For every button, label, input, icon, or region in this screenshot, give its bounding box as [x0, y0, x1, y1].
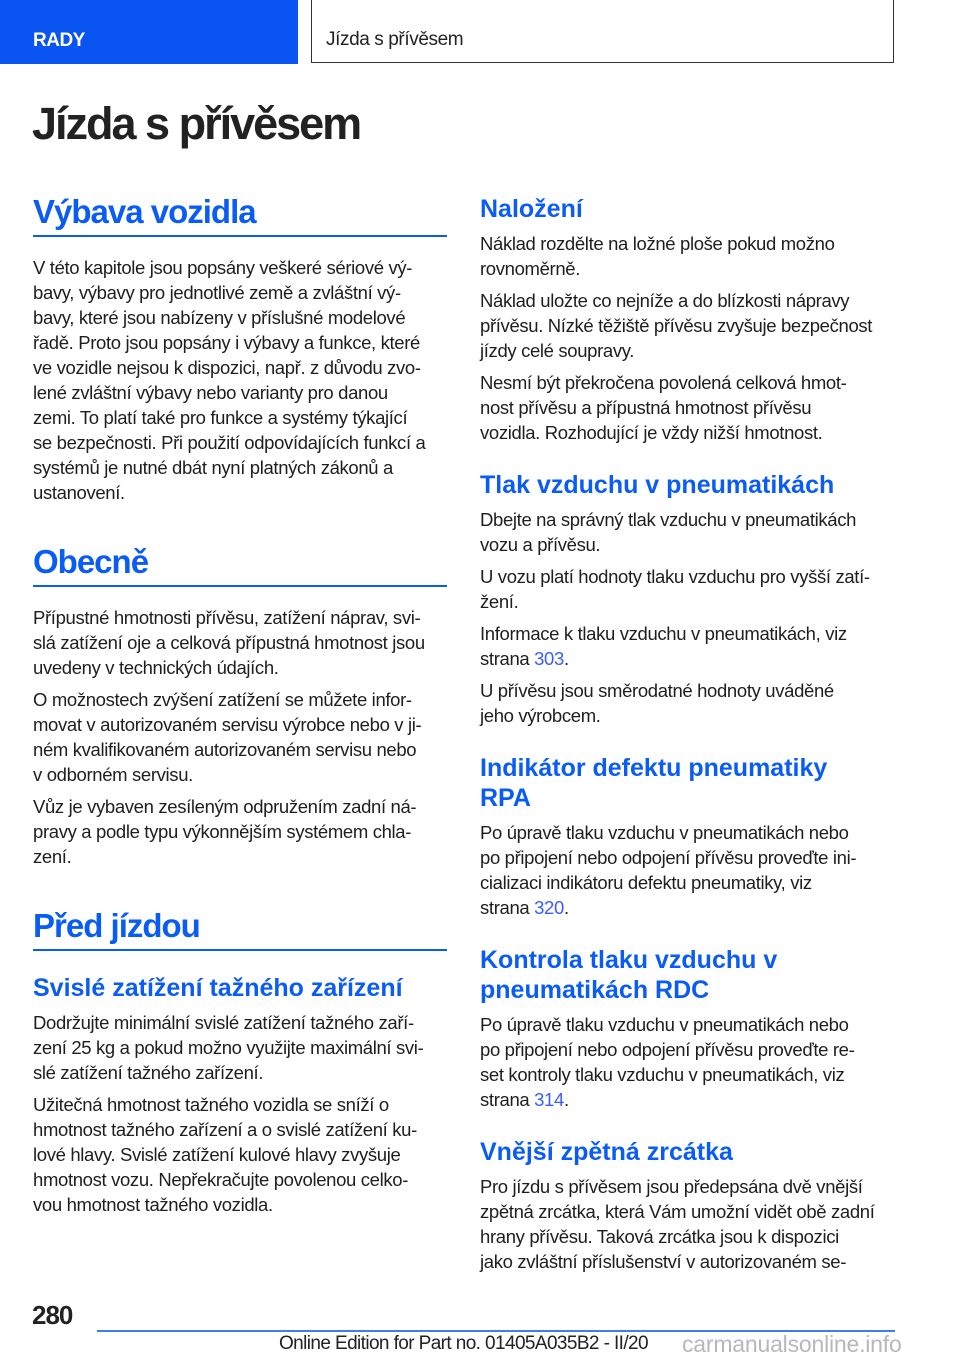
paragraph [33, 1092, 447, 1217]
text-line: slé zatížení tažného zařízení. [33, 1062, 264, 1083]
section-heading: Obecně [33, 542, 447, 587]
section-label: RADY [33, 30, 85, 51]
paragraph [480, 564, 900, 614]
heading-line: RPA [480, 784, 531, 812]
paragraph [33, 255, 447, 505]
text-line: hmotnost vozu. Nepřekračujte povolenou celko- [33, 1169, 409, 1190]
subsection-heading [480, 1137, 900, 1167]
text-line: Náklad rozdělte na ložné ploše pokud možno [480, 233, 835, 254]
text-line: po připojení nebo odpojení přívěsu proveďte ini- [480, 847, 857, 868]
text-line: nost přívěsu a přípustná hmotnost přívěsu [480, 397, 812, 418]
text-line: O možnostech zvýšení zatížení se můžete infor- [33, 689, 412, 710]
text-line: Náklad uložte co nejníže a do blízkosti nápravy [480, 290, 850, 311]
text-line: Dodržujte minimální svislé zatížení tažného zaří- [33, 1012, 414, 1033]
text-line: zení. [33, 846, 72, 867]
page-reference-link[interactable]: 314 [534, 1089, 564, 1110]
subsection-heading [480, 194, 900, 224]
heading-line: Tlak vzduchu v pneumatikách [480, 471, 835, 499]
text-line: po připojení nebo odpojení přívěsu proveďte re- [480, 1039, 855, 1060]
text-line [480, 646, 900, 671]
paragraph [480, 288, 900, 363]
heading-line: Svislé zatížení tažného zařízení [33, 974, 403, 1002]
text-line: ustanovení. [33, 482, 125, 503]
watermark: carmanualsonline.info [682, 1331, 902, 1357]
text-line: hrany přívěsu. Taková zrcátka jsou k dispozici [480, 1226, 839, 1247]
text-line: U přívěsu jsou směrodatné hodnoty uváděné [480, 680, 834, 701]
text-segment: . [563, 897, 569, 918]
text-line: zemi. To platí také pro funkce a systémy týkající [33, 407, 408, 428]
text-line: V této kapitole jsou popsány veškeré sériové vý- [33, 257, 413, 278]
heading-line: Naložení [480, 195, 583, 223]
paragraph [480, 621, 900, 671]
text-line: zpětná zrcátka, která Vám umožní vidět obě zadní [480, 1201, 875, 1222]
page-title: Jízda s přívěsem [32, 98, 361, 149]
subsection-heading [480, 470, 900, 500]
paragraph [33, 605, 447, 680]
text-line: žení. [480, 591, 519, 612]
section-heading: Před jízdou [33, 906, 447, 951]
text-line: vozu a přívěsu. [480, 534, 601, 555]
text-line: uvedeny v technických údajích. [33, 657, 279, 678]
text-line: set kontroly tlaku vzduchu v pneumatikách, viz [480, 1064, 845, 1085]
left-column [33, 192, 447, 1224]
text-line: jízdy celé soupravy. [480, 340, 635, 361]
text-segment: strana [480, 648, 535, 669]
text-line: Informace k tlaku vzduchu v pneumatikách, viz [480, 623, 847, 644]
text-line: Vůz je vybaven zesíleným odpružením zadní ná- [33, 796, 417, 817]
text-line: zení 25 kg a pokud možno využijte maximální svi- [33, 1037, 424, 1058]
text-line: v odborném servisu. [33, 764, 193, 785]
section-heading: Výbava vozidla [33, 192, 447, 237]
text-line: ném kvalifikovaném autorizovaném servisu nebo [33, 739, 417, 760]
text-line: Po úpravě tlaku vzduchu v pneumatikách nebo [480, 822, 849, 843]
subsection-heading [480, 753, 900, 813]
text-line: vozidla. Rozhodující je vždy nižší hmotnost. [480, 422, 823, 443]
text-line: systémů je nutné dbát nyní platných zákonů a [33, 457, 393, 478]
section-tab[interactable] [0, 0, 298, 64]
chapter-tab[interactable] [311, 0, 894, 63]
right-column [480, 194, 900, 1281]
text-line: cializaci indikátoru defektu pneumatiky, viz [480, 872, 812, 893]
text-line: slá zatížení oje a celková přípustná hmotnost jsou [33, 632, 425, 653]
paragraph [33, 687, 447, 787]
page-reference-link[interactable]: 320 [534, 897, 564, 918]
paragraph [480, 1012, 900, 1112]
subsection-heading [480, 945, 900, 1005]
paragraph [480, 370, 900, 445]
text-segment: strana [480, 1089, 535, 1110]
text-line: pravy a podle typu výkonnějším systémem chla- [33, 821, 412, 842]
text-line: Užitečná hmotnost tažného vozidla se sníží o [33, 1094, 389, 1115]
text-line: Přípustné hmotnosti přívěsu, zatížení náprav, svi- [33, 607, 421, 628]
heading-line: Indikátor defektu pneumatiky [480, 754, 828, 782]
page-number: 280 [32, 1300, 73, 1330]
text-line: bavy, výbavy pro jednotlivé země a zvláštní vý- [33, 282, 401, 303]
paragraph [33, 1010, 447, 1085]
paragraph [480, 820, 900, 920]
text-line: bavy, které jsou nabízeny v příslušné modelové [33, 307, 406, 328]
heading-line: Vnější zpětná zrcátka [480, 1138, 733, 1166]
text-line: jako zvláštní příslušenství v autorizovaném se- [480, 1251, 847, 1272]
paragraph [480, 231, 900, 281]
subsection-heading [33, 973, 447, 1003]
text-line: rovnoměrně. [480, 258, 581, 279]
text-line: jeho výrobcem. [480, 705, 601, 726]
text-line: U vozu platí hodnoty tlaku vzduchu pro vyšší zatí- [480, 566, 870, 587]
text-line: řadě. Proto jsou popsány i výbavy a funkce, které [33, 332, 420, 353]
chapter-label: Jízda s přívěsem [326, 29, 464, 50]
text-line: se bezpečnosti. Při použití odpovídajících funkcí a [33, 432, 426, 453]
heading-line: pneumatikách RDC [480, 976, 710, 1004]
paragraph [33, 794, 447, 869]
page-reference-link[interactable]: 303 [534, 648, 564, 669]
heading-line: Kontrola tlaku vzduchu v [480, 946, 778, 974]
text-line: Po úpravě tlaku vzduchu v pneumatikách nebo [480, 1014, 849, 1035]
text-line: lené zvláštní výbavy nebo varianty pro danou [33, 382, 388, 403]
text-line: hmotnost tažného zařízení a o svislé zatížení ku- [33, 1119, 417, 1140]
text-line: movat v autorizovaném servisu výrobce nebo v ji- [33, 714, 422, 735]
text-line [480, 895, 900, 920]
text-line: Dbejte na správný tlak vzduchu v pneumatikách [480, 509, 857, 530]
text-line: přívěsu. Nízké těžiště přívěsu zvyšuje bezpečnost [480, 315, 873, 336]
paragraph [480, 1174, 900, 1274]
text-line: ve vozidle nejsou k dispozici, např. z důvodu zvo- [33, 357, 421, 378]
paragraph [480, 507, 900, 557]
text-segment: strana [480, 897, 535, 918]
paragraph [480, 678, 900, 728]
footer-edition: Online Edition for Part no. 01405A035B2 - II/20 [279, 1333, 648, 1354]
text-line: vou hmotnost tažného vozidla. [33, 1194, 273, 1215]
text-segment: . [563, 648, 569, 669]
text-line: Nesmí být překročena povolená celková hmot- [480, 372, 847, 393]
text-line: Pro jízdu s přívěsem jsou předepsána dvě vnější [480, 1176, 863, 1197]
text-segment: . [563, 1089, 569, 1110]
text-line: lové hlavy. Svislé zatížení kulové hlavy zvyšuje [33, 1144, 401, 1165]
text-line [480, 1087, 900, 1112]
